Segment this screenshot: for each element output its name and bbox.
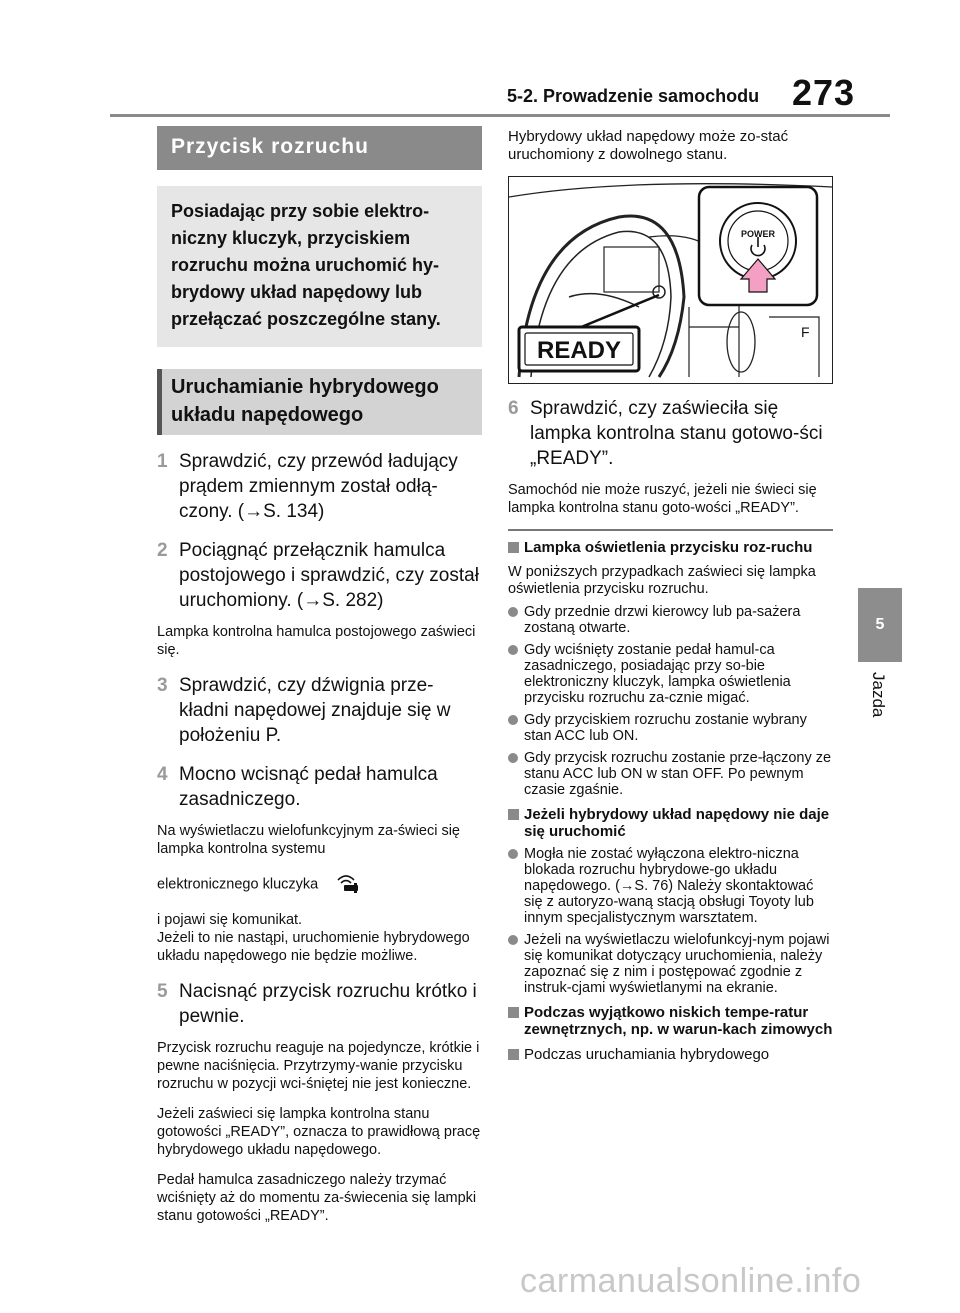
round-bullet-icon <box>508 935 518 945</box>
info-bullet <box>508 604 833 636</box>
step-6-note: Samochód nie może ruszyć, jeżeli nie świeci się lampka kontrolna stanu goto-wości „READY”. <box>508 482 817 516</box>
info-heading-text: Jeżeli hybrydowy układ napędowy nie daje się uruchomić <box>524 806 830 840</box>
bullet-text: Gdy przednie drzwi kierowcy lub pa-sażera zostaną otwarte. <box>524 604 801 636</box>
info-heading-1 <box>508 539 833 556</box>
info-bullet <box>508 932 833 996</box>
step-text: Nacisnąć przycisk rozruchu krótko i pewnie. <box>179 981 477 1027</box>
square-bullet-icon <box>508 809 519 820</box>
section-divider <box>508 529 833 531</box>
info-heading-3 <box>508 1004 833 1038</box>
step-4-note-b <box>157 870 482 899</box>
round-bullet-icon <box>508 645 518 655</box>
step-3 <box>157 673 482 748</box>
step-6 <box>508 396 833 471</box>
info-bullet <box>508 712 833 744</box>
step-5-note-c: Pedał hamulca zasadniczego należy trzymać wciśnięty aż do momentu za-świecenia się lampki stanu gotowości „READY”. <box>157 1172 477 1224</box>
header-rule <box>110 114 890 117</box>
info-heading-text: Lampka oświetlenia przycisku roz-ruchu <box>524 539 813 556</box>
step-4-note-a: Na wyświetlaczu wielofunkcyjnym za-świeci się lampka kontrolna systemu <box>157 823 460 857</box>
bullet-text: Gdy wciśnięty zostanie pedał hamul-ca zasadniczego, posiadając przy so-bie elektroniczny kluczyk, lampka oświetlenia przycisku rozruchu za-cznie migać. <box>524 642 791 706</box>
ready-label: READY <box>536 337 622 364</box>
left-column <box>157 126 482 1225</box>
step-text: Sprawdzić, czy zaświeciła się lampka kontrolna stanu gotowo-ści „READY”. <box>530 398 823 469</box>
round-bullet-icon <box>508 607 518 617</box>
round-bullet-icon <box>508 715 518 725</box>
power-label: POWER <box>740 229 776 239</box>
square-bullet-icon <box>508 1007 519 1018</box>
bullet-text: Mogła nie zostać wyłączona elektro-niczna blokada rozruchu hybrydowe-go układu napędowego. (→S. 76) Należy skontaktować się z autoryzo-waną stacją obsługi Toyoty lub innym specjalistycznym warsztatem. <box>524 846 814 926</box>
info-bullet <box>508 642 833 706</box>
round-bullet-icon <box>508 849 518 859</box>
power-button-illustration <box>508 176 833 384</box>
section-title: Przycisk rozruchu <box>157 126 482 170</box>
info-heading-2 <box>508 806 833 840</box>
subsection-title: Uruchamianie hybrydowego układu napędowego <box>157 369 482 435</box>
chapter-tab-label: Jazda <box>869 672 888 718</box>
smart-key-icon <box>334 870 362 899</box>
step-number: 4 <box>157 764 168 785</box>
step-2-note: Lampka kontrolna hamulca postojowego zaświeci się. <box>157 624 476 658</box>
info-paragraph: W poniższych przypadkach zaświeci się lampka oświetlenia przycisku rozruchu. <box>508 564 816 597</box>
step-number: 1 <box>157 451 168 472</box>
chapter-tab-number: 5 <box>858 588 902 662</box>
intro-box: Posiadając przy sobie elektro-niczny kluczyk, przyciskiem rozruchu można uruchomić hy-brydowy układ napędowy lub przełączać poszczególne stany. <box>157 186 482 347</box>
running-header-section: 5-2. Prowadzenie samochodu <box>507 86 760 106</box>
step-number: 3 <box>157 675 168 696</box>
info-heading-4 <box>508 1046 833 1063</box>
right-column <box>508 126 833 1063</box>
info-heading-text: Podczas uruchamiania hybrydowego <box>524 1046 770 1063</box>
info-bullet <box>508 750 833 798</box>
info-heading-text: Podczas wyjątkowo niskich tempe-ratur zewnętrznych, np. w warun-kach zimowych <box>524 1004 833 1038</box>
step-4 <box>157 762 482 812</box>
step-2 <box>157 538 482 613</box>
step-5-note-b: Jeżeli zaświeci się lampka kontrolna stanu gotowości „READY”, oznacza to prawidłową pracę hybrydowego układu napędowego. <box>157 1106 481 1158</box>
info-bullet <box>508 846 833 926</box>
step-1 <box>157 449 482 524</box>
step-text: Pociągnąć przełącznik hamulca postojowego i sprawdzić, czy został uruchomiony. (→S. 282) <box>179 540 479 611</box>
watermark: carmanualsonline.info <box>520 1262 862 1300</box>
step-text: Mocno wcisnąć pedał hamulca zasadniczego. <box>179 764 438 810</box>
square-bullet-icon <box>508 542 519 553</box>
step-text: Sprawdzić, czy przewód ładujący prądem zmiennym został odłą-czony. (→S. 134) <box>179 451 458 522</box>
step-text: Sprawdzić, czy dźwignia prze-kładni napędowej znajduje się w położeniu P. <box>179 675 451 746</box>
bullet-text: Gdy przyciskiem rozruchu zostanie wybrany stan ACC lub ON. <box>524 712 807 744</box>
step-number: 5 <box>157 981 168 1002</box>
step-5-note-a: Przycisk rozruchu reaguje na pojedyncze, krótkie i pewne naciśnięcia. Przytrzymy-wanie przycisku rozruchu w pozycji wci-śniętej nie jest konieczne. <box>157 1040 480 1092</box>
step-4-note-c: i pojawi się komunikat. Jeżeli to nie nastąpi, uruchomienie hybrydowego układu napędowego nie będzie możliwe. <box>157 912 470 964</box>
f-label: F <box>801 324 810 340</box>
square-bullet-icon <box>508 1049 519 1060</box>
step-5 <box>157 979 482 1029</box>
bullet-text: Gdy przycisk rozruchu zostanie prze-łączony ze stanu ACC lub ON w stan OFF. Po pewnym czasie zgaśnie. <box>524 750 832 798</box>
page-number: 273 <box>792 72 856 113</box>
step-number: 2 <box>157 540 168 561</box>
bullet-text: Jeżeli na wyświetlaczu wielofunkcyj-nym pojawi się komunikat dotyczący uruchomienia, należy zapoznać się z nim i postępować zgodnie z instruk-cjami wyświetlanymi na ekranie. <box>524 932 830 996</box>
step-4-note-b-text: elektronicznego kluczyka <box>157 876 319 893</box>
right-intro: Hybrydowy układ napędowy może zo-stać uruchomiony z dowolnego stanu. <box>508 128 789 163</box>
step-number: 6 <box>508 398 519 419</box>
round-bullet-icon <box>508 753 518 763</box>
